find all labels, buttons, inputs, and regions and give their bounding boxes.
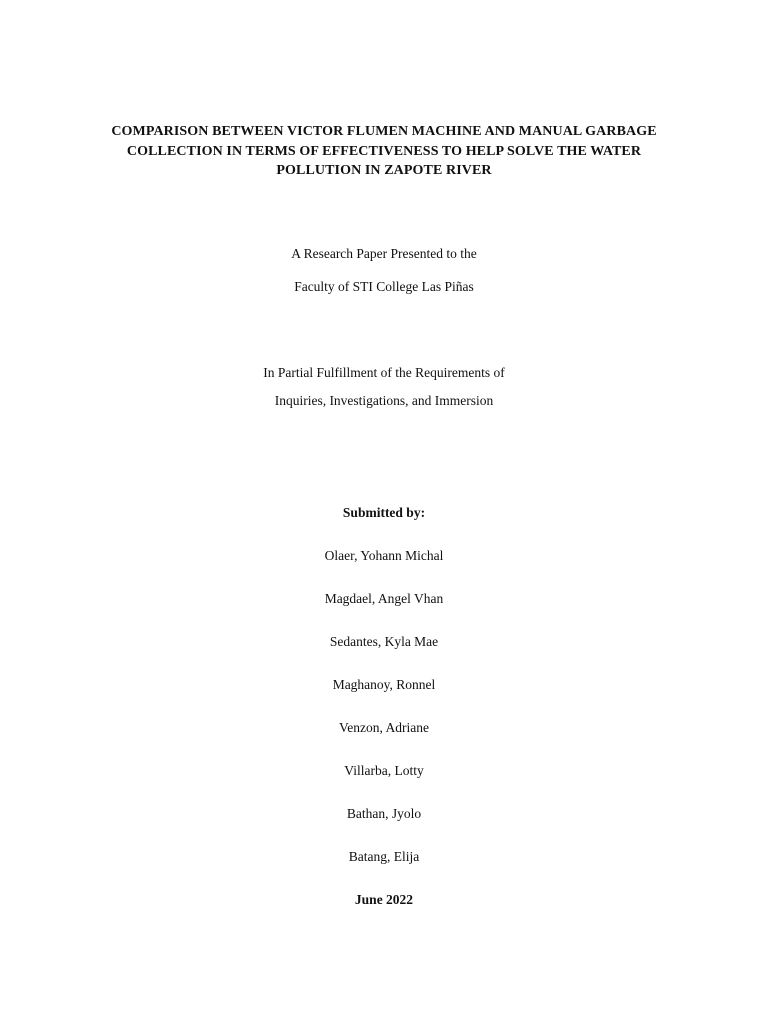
submission-date: June 2022 [354, 892, 414, 907]
presented-line-2: Faculty of STI College Las Piñas [294, 279, 474, 294]
title-line-1: COMPARISON BETWEEN VICTOR FLUMEN MACHINE AND MANUAL GARBAGE [111, 124, 657, 139]
presented-line-1: A Research Paper Presented to the [291, 246, 477, 261]
title-line-2: COLLECTION IN TERMS OF EFFECTIVENESS TO HELP SOLVE THE WATER [126, 143, 642, 159]
submitted-by-label: Submitted by: [342, 505, 426, 520]
author-7: Bathan, Jyolo [346, 806, 422, 821]
paper-title [60, 122, 708, 181]
author-2: Magdael, Angel Vhan [324, 591, 444, 606]
title-line-3: POLLUTION IN ZAPOTE RIVER [276, 163, 492, 178]
fulfillment-line-1: In Partial Fulfillment of the Requirements of [263, 365, 505, 380]
fulfillment-line-2: Inquiries, Investigations, and Immersion [274, 393, 494, 408]
author-3: Sedantes, Kyla Mae [329, 634, 439, 649]
author-4: Maghanoy, Ronnel [332, 677, 436, 692]
author-5: Venzon, Adriane [339, 720, 429, 735]
author-8: Batang, Elija [348, 849, 420, 864]
author-1: Olaer, Yohann Michal [324, 548, 444, 563]
author-6: Villarba, Lotty [344, 763, 424, 778]
